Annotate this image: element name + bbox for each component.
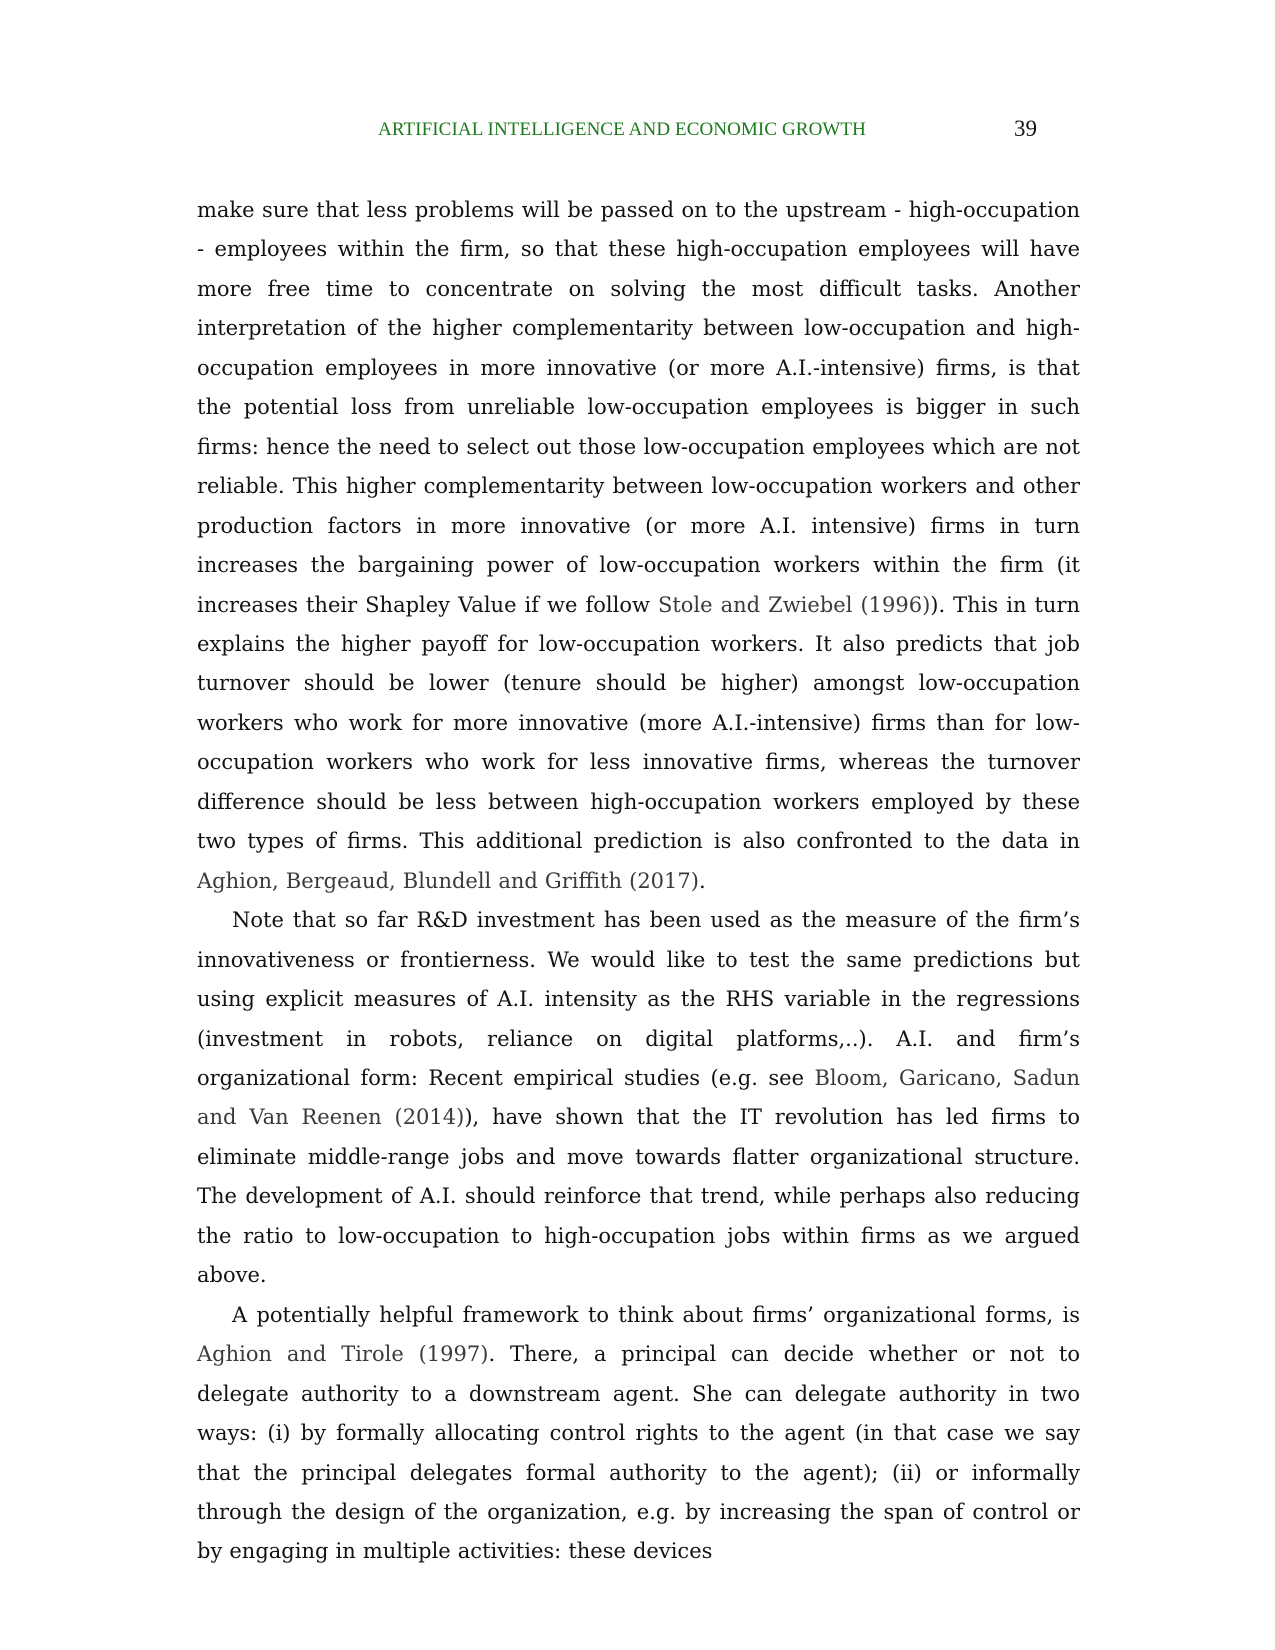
- running-title: ARTIFICIAL INTELLIGENCE AND ECONOMIC GROWTH: [378, 119, 866, 140]
- page-number: 39: [1014, 116, 1037, 141]
- paragraph-text: make sure that less problems will be passed on to the upstream - high-occupation - employees within the firm, so that these high-occupation employees will have more free time to concentrate on solving the most difficult tasks. Another interpretation of the higher complementarity between low-occupation and high-occupation employees in more innovative (or more A.I.-intensive) firms, is that the potential loss from unreliable low-occupation employees is bigger in such firms: hence the need to select out those low-occupation employees which are not reliable. This higher complementarity between low-occupation workers and other production factors in more innovative (or more A.I. intensive) firms in turn increases the bargaining power of low-occupation workers within the firm (it increases their Shapley Value if we follow: [197, 198, 1080, 617]
- citation-link-bloom-garicano[interactable]: Bloom, Garicano, Sadun and Van Reenen (2014): [197, 1065, 1080, 1130]
- paragraph-text: ). This in turn explains the higher payoff for low-occupation workers. It also predicts that job turnover should be lower (tenure should be higher) amongst low-occupation workers who work for more innovative (more A.I.-intensive) firms than for low-occupation workers who work for less innovative firms, whereas the turnover difference should be less between high-occupation workers employed by these two types of firms. This additional prediction is also confronted to the data in: [197, 592, 1081, 854]
- paragraph-1: [197, 191, 1080, 901]
- citation-link-aghion-bergeaud[interactable]: Aghion, Bergeaud, Blundell and Griffith (2017): [197, 868, 699, 893]
- paragraph-text: A potentially helpful framework to think about firms’ organizational forms, is: [232, 1302, 1080, 1327]
- paragraph-2: [197, 901, 1080, 1296]
- paragraph-text: Note that so far R&D investment has been used as the measure of the firm’s innovativeness or frontierness. We would like to test the same predictions but using explicit measures of A.I. intensity as the RHS variable in the regressions (investment in robots, reliance on digital platforms,..). A.I. and firm’s organizational form: Recent empirical studies (e.g. see: [197, 908, 1080, 1090]
- paragraph-text: .: [698, 868, 706, 893]
- body-text: [197, 191, 1080, 1572]
- paragraph-text: . There, a principal can decide whether or not to delegate authority to a downstream agent. She can delegate authority in two ways: (i) by formally allocating control rights to the agent (in that case we say that the principal delegates formal authority to the agent); (ii) or informally through the design of the organization, e.g. by increasing the span of control or by engaging in multiple activities: these devices: [197, 1342, 1081, 1564]
- paragraph-text: ), have shown that the IT revolution has led firms to eliminate middle-range jobs and move towards flatter organizational structure. The development of A.I. should reinforce that trend, while perhaps also reducing the ratio to low-occupation to high-occupation jobs within firms as we argued above.: [197, 1105, 1080, 1288]
- citation-link-stole-zwiebel[interactable]: Stole and Zwiebel (1996): [657, 592, 931, 617]
- citation-link-aghion-tirole[interactable]: Aghion and Tirole (1997): [197, 1342, 489, 1367]
- running-header: [0, 116, 1275, 146]
- paragraph-3: [197, 1296, 1080, 1572]
